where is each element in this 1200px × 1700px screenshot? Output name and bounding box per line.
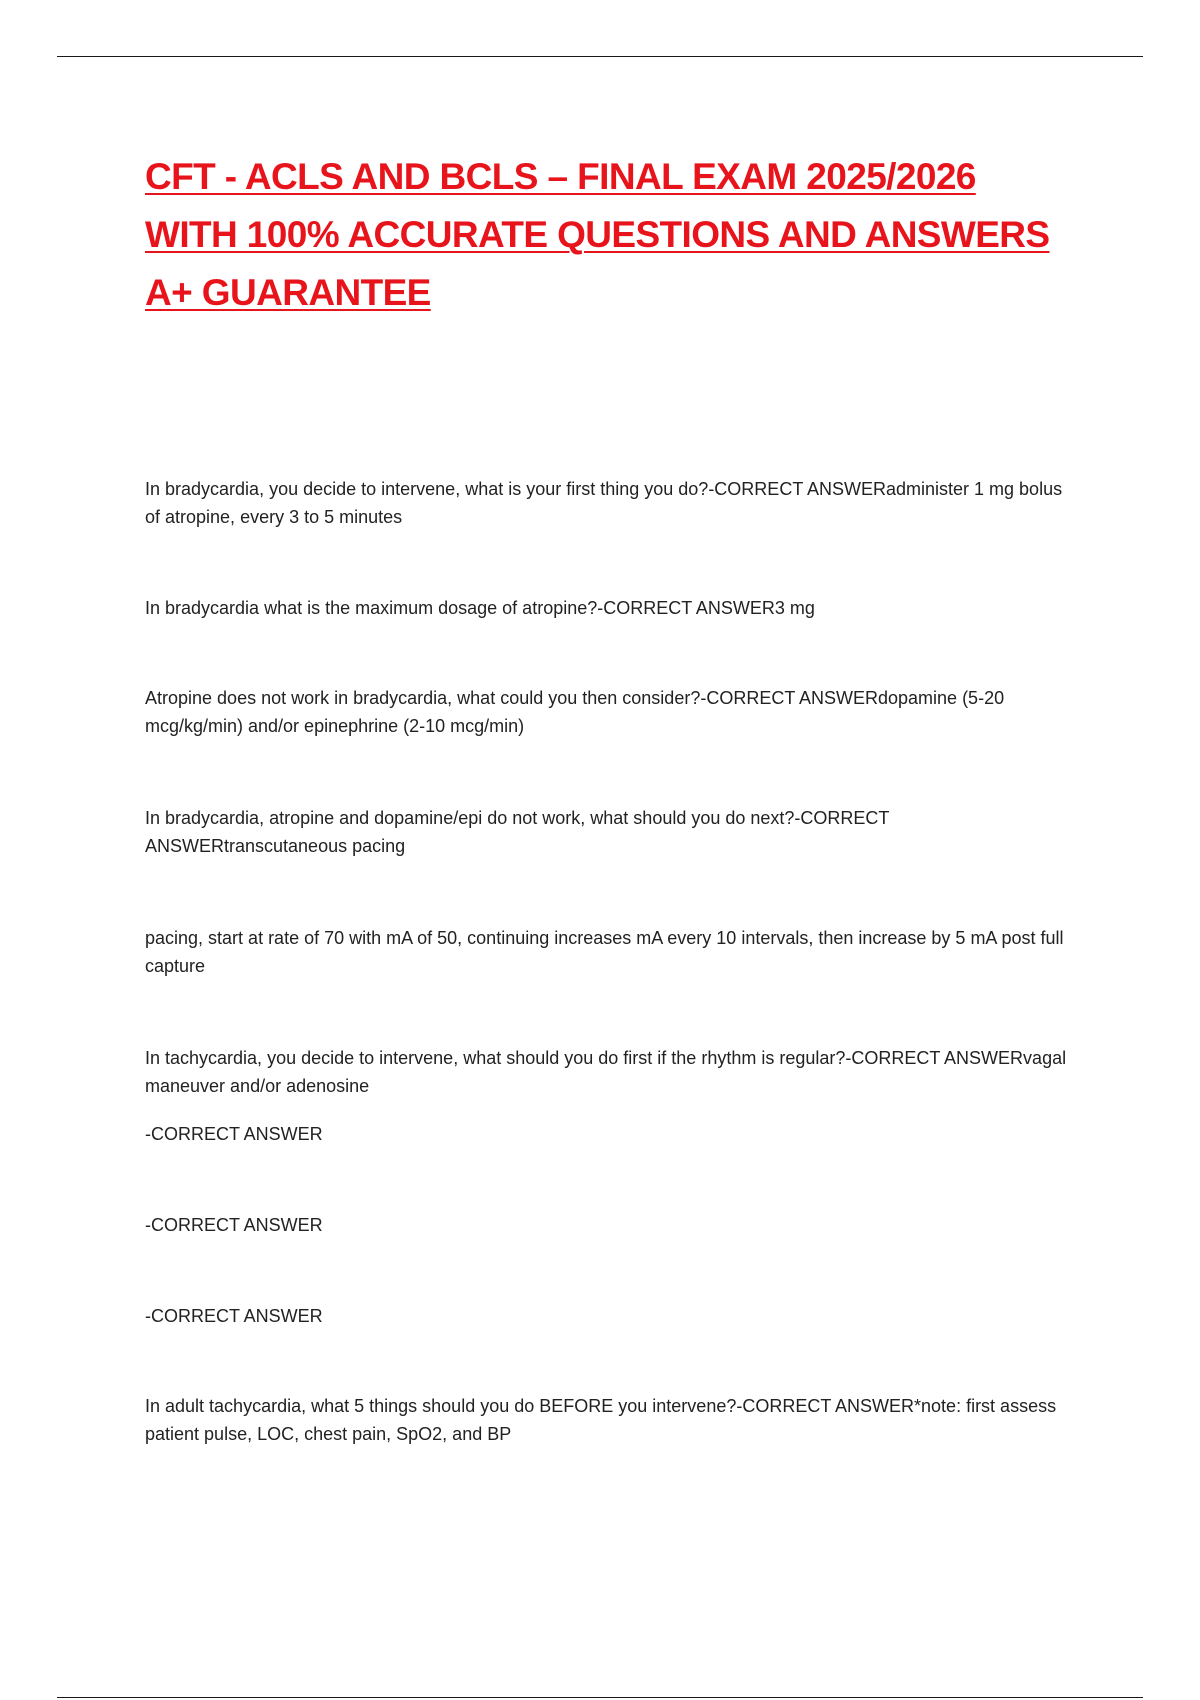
title-line-1: CFT - ACLS AND BCLS – FINAL EXAM 2025/2026 [145,156,976,197]
qa-entry: In bradycardia what is the maximum dosage of atropine?-CORRECT ANSWER3 mg [145,598,815,618]
qa-entry: -CORRECT ANSWER [145,1306,323,1326]
header-rule [57,56,1143,57]
document-title [145,148,1145,322]
qa-entry: In tachycardia, you decide to intervene, what should you do first if the rhythm is regular?-CORRECT ANSWERvagal maneuver and/or adenosine [145,1048,1067,1096]
qa-entry: In bradycardia, atropine and dopamine/epi do not work, what should you do next?-CORRECT ANSWERtranscutaneous pacing [145,808,890,856]
qa-entry: pacing, start at rate of 70 with mA of 50, continuing increases mA every 10 intervals, then increase by 5 mA post full capture [145,928,1064,976]
qa-entry: In bradycardia, you decide to intervene, what is your first thing you do?-CORRECT ANSWERadminister 1 mg bolus of atropine, every 3 to 5 minutes [145,479,1063,527]
qa-entry: Atropine does not work in bradycardia, what could you then consider?-CORRECT ANSWERdopamine (5-20 mcg/kg/min) and/or epinephrine (2-10 mcg/min) [145,688,1005,736]
title-line-3: A+ GUARANTEE [145,272,431,313]
footer-rule [57,1697,1143,1698]
title-line-2: WITH 100% ACCURATE QUESTIONS AND ANSWERS [145,214,1050,255]
qa-entry: In adult tachycardia, what 5 things should you do BEFORE you intervene?-CORRECT ANSWER*note: first assess patient pulse, LOC, chest pain, SpO2, and BP [145,1396,1057,1444]
qa-entry: -CORRECT ANSWER [145,1124,323,1144]
qa-entry: -CORRECT ANSWER [145,1215,323,1235]
